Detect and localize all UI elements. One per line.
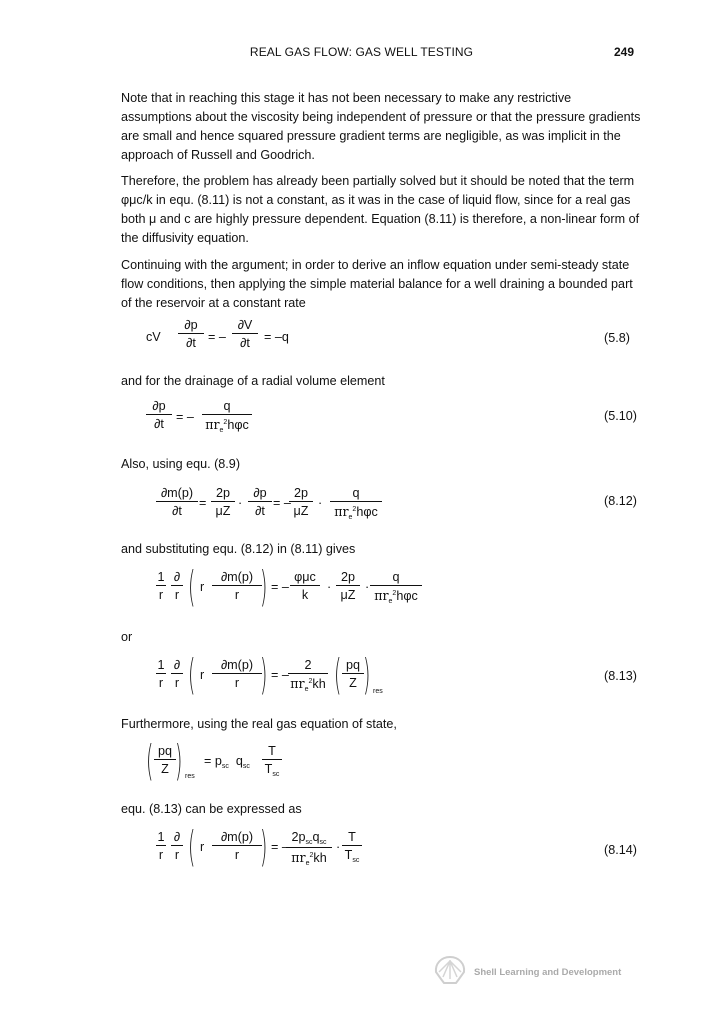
equation-state: ( $\frac{pq}{Z}$ ) res = $p_{sc}$ $q_{sc}$ T $T_{sc}$ [146,742,306,790]
equation-number-8-12: (8.12) [604,494,637,508]
paragraph-2: Therefore, the problem has already been partially solved but it should be noted that the term φμc/k in equ. (8.11) is not a constant, as it was in the case of liquid flow, since for a real gas both μ and c are highly pressure dependent. Equation (8.11) is therefore, a non-linear form of the diffusivity equation. [121,174,640,245]
equation-8-13: $\frac{1}{r}$ ∂ r ( r $\frac{\partial m(p)}{r}$ ) = – 2 $\pi r_e^2kh$ ( $\frac{pq}{Z}$ ) res [157,650,383,699]
footer-brand-text: Shell Learning and Development [474,967,622,978]
equation-number-8-13: (8.13) [604,669,637,683]
text-substituting: and substituting equ. (8.12) in (8.11) gives [121,542,356,556]
equation-5-10: $\frac{\partial p}{\partial t}$ = – q $\pi r_e^2h\varphi c$ [146,399,306,441]
equation-8-12: $\frac{\partial m(p)}{\partial t}$ = $\frac{2p}{\mu Z}$ · $\frac{\partial p}{\partial t}$ = – $\frac{2p}{\mu Z}$ · q $\pi r_e^2h\varphi c$ [156,486,416,530]
text-expressed-as: equ. (8.13) can be expressed as [121,802,302,816]
fraction-dv-dt: $\frac{\partial V}{\partial t}$ [232,318,258,350]
equation-8-14: $\frac{1}{r}$ ∂ r ( r $\frac{\partial m(p)}{r}$ ) = – $2p_{sc}q_{sc}$ $\pi r_e^2kh$ · T $T_{sc}$ [156,828,396,878]
equation-number-5-8: (5.8) [604,331,630,345]
paragraph-3: Continuing with the argument; in order to derive an inflow equation under semi-steady state flow conditions, then applying the simple material balance for a well draining a bounded part of the reservoir at a constant rate [121,258,633,310]
text-radial-volume: and for the drainage of a radial volume element [121,374,385,388]
text-furthermore: Furthermore, using the real gas equation of state, [121,717,397,731]
text-or: or [121,630,133,644]
equation-number-8-14: (8.14) [604,843,637,857]
equation-5-8: cV $\frac{\partial p}{\partial t}$ = – $\frac{\partial V}{\partial t}$ = –q [146,318,289,350]
shell-logo-icon [433,955,467,985]
running-header: REAL GAS FLOW: GAS WELL TESTING [249,45,474,59]
fraction-dp-dt: $\frac{\partial p}{\partial t}$ [178,318,204,350]
equation-number-5-10: (5.10) [604,409,637,423]
page-number: 249 [614,45,635,59]
paragraph-1: Note that in reaching this stage it has not been necessary to make any restrictive assumptions about the viscosity being independent of pressure or that the pressure gradients are small and hence squared pressure gradient terms are negligible, as was implicit in the approach of Russell and Goodrich. [121,91,641,162]
text-using-eq-8-9: Also, using equ. (8.9) [121,457,241,471]
equation-substitution: $\frac{1}{r}$ ∂ r ( r $\frac{\partial m(p)}{r}$ ) = – φμc k · $\frac{2p}{\mu Z}$ · q $\pi r_e^2h\varphi c$ [156,568,426,616]
